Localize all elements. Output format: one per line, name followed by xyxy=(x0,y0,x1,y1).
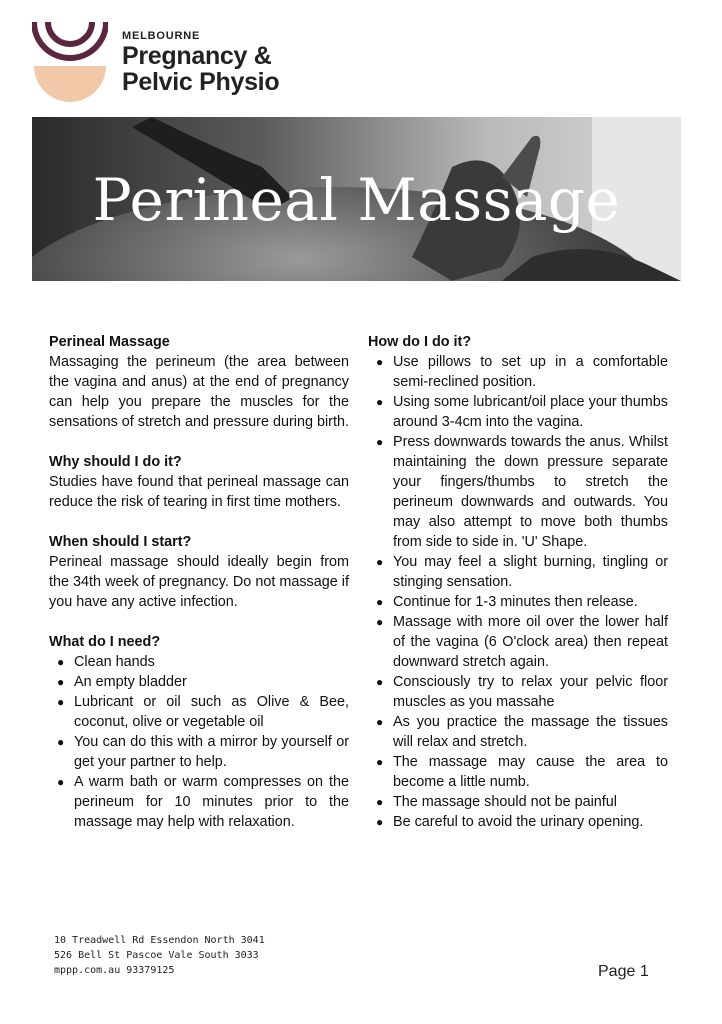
list-item xyxy=(368,752,668,792)
section-why xyxy=(49,452,349,512)
list-item xyxy=(49,772,349,832)
section-intro xyxy=(49,332,349,432)
list-item-text: A warm bath or warm compresses on the perineum for 10 minutes prior to the massage may help with relaxation. xyxy=(74,774,349,830)
bullet-icon: ● xyxy=(57,655,65,669)
list-item-text: The massage may cause the area to become a little numb. xyxy=(393,754,668,790)
logo-mark-icon xyxy=(32,20,108,104)
list-item-text: Lubricant or oil such as Olive & Bee, coconut, olive or vegetable oil xyxy=(74,694,349,730)
bullet-icon: ● xyxy=(376,715,384,729)
list-item-text: Continue for 1-3 minutes then release. xyxy=(393,594,638,610)
bullet-icon: ● xyxy=(376,795,384,809)
list-item xyxy=(49,672,349,692)
bullet-icon: ● xyxy=(376,595,384,609)
how-list xyxy=(368,352,668,832)
bullet-icon: ● xyxy=(376,675,384,689)
list-item xyxy=(368,672,668,712)
bullet-icon: ● xyxy=(376,435,384,449)
section-body: Massaging the perineum (the area between the vagina and anus) at the end of pregnancy can help you prepare the muscles for the sensations of stretch and pressure during birth. xyxy=(49,354,349,430)
list-item-text: Massage with more oil over the lower half of the vagina (6 O'clock area) then repeat downward stretch again. xyxy=(393,614,668,670)
contact-line: mppp.com.au 93379125 xyxy=(54,965,175,976)
list-item xyxy=(368,392,668,432)
list-item xyxy=(368,792,668,812)
section-body: Studies have found that perineal massage can reduce the risk of tearing in first time mothers. xyxy=(49,474,349,510)
list-item-text: The massage should not be painful xyxy=(393,794,618,810)
address-line-1: 10 Treadwell Rd Essendon North 3041 xyxy=(54,935,265,946)
bullet-icon: ● xyxy=(57,775,65,789)
list-item xyxy=(368,432,668,552)
section-body: Perineal massage should ideally begin from the 34th week of pregnancy. Do not massage if you have any active infection. xyxy=(49,554,349,610)
bullet-icon: ● xyxy=(376,615,384,629)
section-heading: How do I do it? xyxy=(368,334,472,350)
list-item-text: Consciously try to relax your pelvic floor muscles as you massahe xyxy=(393,674,668,710)
bullet-icon: ● xyxy=(57,735,65,749)
hero-banner xyxy=(32,117,681,281)
bullet-icon: ● xyxy=(57,695,65,709)
list-item xyxy=(368,712,668,752)
list-item-text: An empty bladder xyxy=(74,674,187,690)
section-heading: When should I start? xyxy=(49,534,192,550)
bullet-icon: ● xyxy=(376,555,384,569)
list-item-text: Press downwards towards the anus. Whilst maintaining the down pressure separate your fingers/thumbs to stretch the perineum downwards and outwards. You may also attempt to move both thumbs from side to side in. 'U' Shape. xyxy=(393,434,668,550)
address-line-2: 526 Bell St Pascoe Vale South 3033 xyxy=(54,950,259,961)
list-item-text: Use pillows to set up in a comfortable semi-reclined position. xyxy=(393,354,668,390)
banner-title: Perineal Massage xyxy=(92,166,621,234)
need-list xyxy=(49,652,349,832)
list-item xyxy=(49,692,349,732)
section-when xyxy=(49,532,349,612)
list-item-text: Clean hands xyxy=(74,654,155,670)
bullet-icon: ● xyxy=(376,815,384,829)
page-number: Page 1 xyxy=(598,963,649,980)
logo xyxy=(32,20,300,104)
list-item xyxy=(49,652,349,672)
list-item-text: Using some lubricant/oil place your thumbs around 3-4cm into the vagina. xyxy=(393,394,668,430)
bullet-icon: ● xyxy=(376,755,384,769)
section-need xyxy=(49,632,349,832)
section-heading: Why should I do it? xyxy=(49,454,182,470)
bullet-icon: ● xyxy=(376,395,384,409)
list-item xyxy=(368,612,668,672)
logo-line-1: Pregnancy & xyxy=(122,42,272,70)
left-column xyxy=(49,332,349,832)
footer-address xyxy=(54,933,265,978)
list-item xyxy=(368,592,668,612)
section-heading: What do I need? xyxy=(49,634,161,650)
logo-line-2: Pelvic Physio xyxy=(122,68,280,96)
bullet-icon: ● xyxy=(57,675,65,689)
right-column xyxy=(368,332,668,832)
bullet-icon: ● xyxy=(376,355,384,369)
section-heading: Perineal Massage xyxy=(49,334,170,350)
list-item-text: As you practice the massage the tissues will relax and stretch. xyxy=(393,714,668,750)
list-item-text: Be careful to avoid the urinary opening. xyxy=(393,814,644,830)
list-item xyxy=(49,732,349,772)
logo-top-line: MELBOURNE xyxy=(122,30,201,42)
list-item xyxy=(368,812,668,832)
list-item-text: You can do this with a mirror by yourself or get your partner to help. xyxy=(74,734,349,770)
list-item xyxy=(368,352,668,392)
list-item xyxy=(368,552,668,592)
list-item-text: You may feel a slight burning, tingling or stinging sensation. xyxy=(393,554,668,590)
